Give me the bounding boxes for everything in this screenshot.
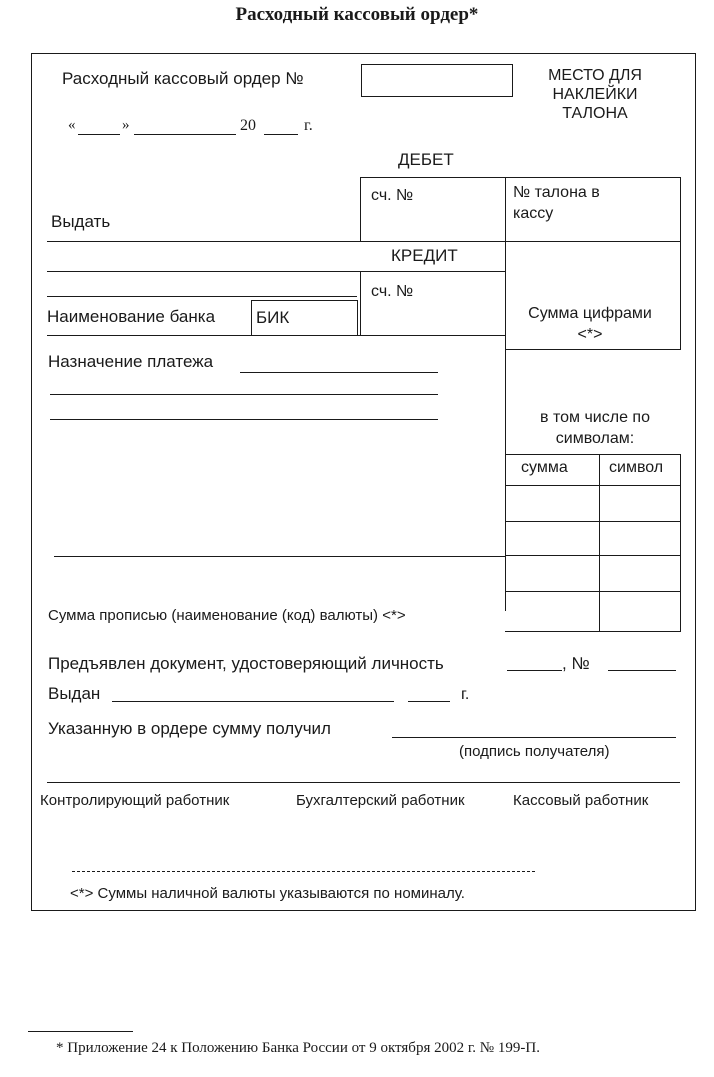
payment-purpose-label: Назначение платежа	[48, 352, 214, 371]
symbols-row[interactable]	[506, 591, 681, 592]
issued-year-line[interactable]	[408, 701, 450, 702]
bik-field[interactable]	[251, 300, 358, 336]
identity-doc-type-line[interactable]	[507, 670, 562, 671]
date-year-prefix: 20	[240, 117, 256, 134]
received-label: Указанную в ордере сумму получил	[48, 719, 331, 738]
issued-by-label: Выдан	[48, 684, 101, 703]
by-symbols-caption: в том числе по символам:	[540, 409, 650, 447]
payment-purpose-line-3[interactable]	[50, 419, 438, 420]
amount-digits-label: Сумма цифрами <*>	[528, 305, 652, 343]
date-close-quote: »	[122, 117, 130, 133]
controller-label: Контролирующий работник	[40, 792, 230, 809]
dashed-divider	[72, 871, 535, 872]
accountant-label: Бухгалтерский работник	[296, 792, 465, 809]
ticket-number-label: № талона в кассу	[513, 184, 600, 222]
bik-label: БИК	[256, 308, 290, 327]
identity-doc-number-line[interactable]	[608, 670, 676, 671]
debit-header: ДЕБЕТ	[398, 150, 454, 169]
date-open-quote: «	[68, 117, 76, 133]
col-symbol-header: символ	[609, 459, 664, 476]
date-month-line[interactable]	[134, 134, 236, 135]
credit-account-label: сч. №	[371, 283, 414, 300]
issue-to-line-1[interactable]	[47, 271, 506, 272]
footnote-text: * Приложение 24 к Положению Банка России от 9 октября 2002 г. № 199-П.	[56, 1040, 540, 1056]
payment-purpose-line-2[interactable]	[50, 394, 438, 395]
issue-to-line-2[interactable]	[47, 296, 357, 297]
issued-by-line[interactable]	[112, 701, 394, 702]
identity-number-sign: , №	[562, 654, 590, 673]
payment-purpose-line-1[interactable]	[240, 372, 438, 373]
order-number-label: Расходный кассовый ордер №	[62, 69, 304, 88]
debit-account-label: сч. №	[371, 187, 414, 204]
amount-words-label: Сумма прописью (наименование (код) валюты) <*>	[48, 607, 406, 624]
identity-doc-label: Предъявлен документ, удостоверяющий личность	[48, 654, 444, 673]
credit-header: КРЕДИТ	[391, 246, 458, 265]
bank-name-label: Наименование банка	[47, 307, 216, 326]
cashier-label: Кассовый работник	[513, 792, 649, 809]
date-day-line[interactable]	[78, 134, 120, 135]
order-number-field[interactable]	[361, 64, 513, 97]
signature-caption: (подпись получателя)	[459, 743, 610, 760]
symbols-row[interactable]	[506, 555, 681, 556]
symbols-row[interactable]	[506, 521, 681, 522]
issued-year-suffix: г.	[461, 686, 470, 703]
recipient-signature-line[interactable]	[392, 737, 676, 738]
date-year-line[interactable]	[264, 134, 298, 135]
footnote-rule	[28, 1031, 133, 1032]
stub-place-label: МЕСТО ДЛЯ НАКЛЕЙКИ ТАЛОНА	[548, 67, 642, 122]
page-title: Расходный кассовый ордер*	[235, 4, 479, 25]
currency-note: <*> Суммы наличной валюты указываются по номиналу.	[70, 885, 465, 902]
issue-label: Выдать	[51, 212, 111, 231]
date-year-suffix: г.	[304, 117, 313, 134]
col-sum-header: сумма	[521, 459, 568, 476]
